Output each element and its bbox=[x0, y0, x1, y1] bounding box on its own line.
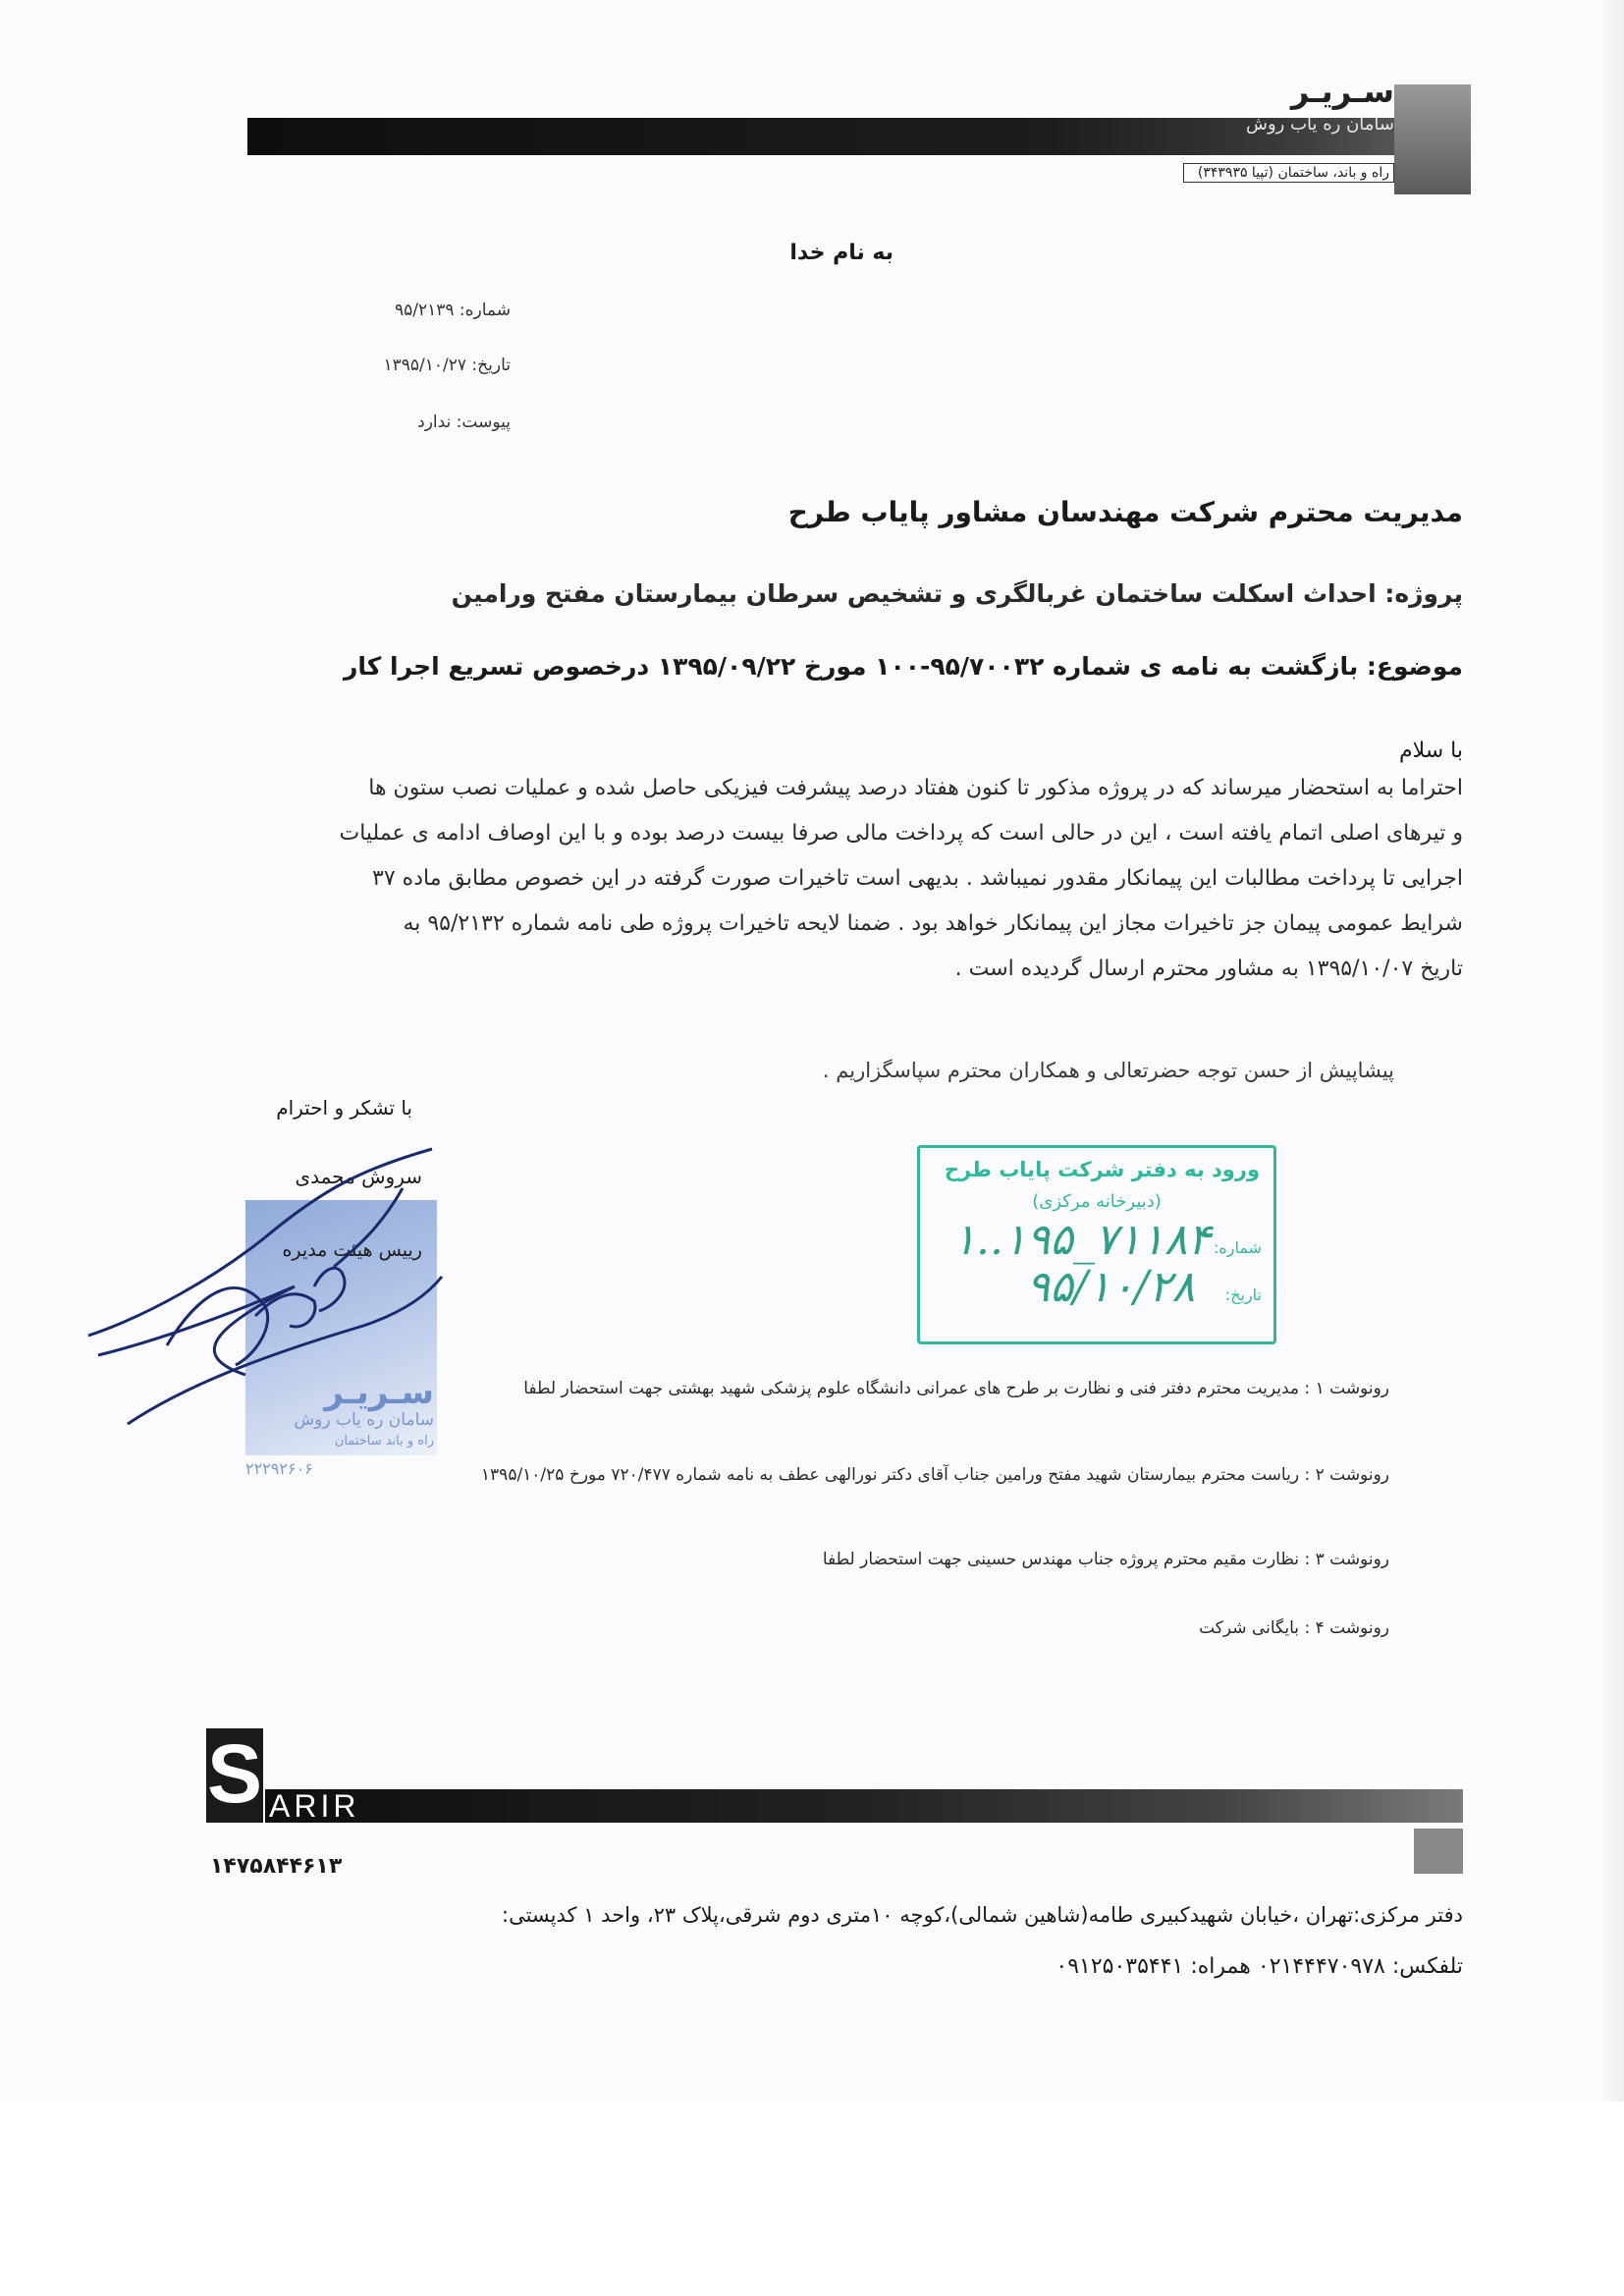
body-line: و تیرهای اصلی اتمام یافته است ، این در حالی است که پرداخت مالی صرفا بیست درصد بوده و با این اوصاف ادامه ی عملیات bbox=[339, 821, 1463, 846]
footer-brand: ARIR bbox=[269, 1788, 360, 1824]
page-bottom-margin bbox=[0, 2102, 1624, 2296]
greeting: با سلام bbox=[1398, 738, 1463, 763]
stamp-title: ورود به دفتر شرکت پایاب طرح bbox=[944, 1158, 1260, 1181]
stamp-number: ۱..۱۹۵_۷۱۱۸۴ bbox=[952, 1215, 1211, 1265]
seal-phone-overlay: ۲۲۲۹۲۶۰۶ bbox=[245, 1459, 313, 1478]
footer-phone: تلفکس: ۰۲۱۴۴۴۷۰۹۷۸ همراه: ۰۹۱۲۵۰۳۵۴۴۱ bbox=[1056, 1954, 1463, 1979]
signer-title: رییس هیئت مدیره bbox=[282, 1239, 422, 1261]
cc-line-2: رونوشت ۲ : ریاست محترم بیمارستان شهید مفتح ورامین جناب آقای دکتر نورالهی عطف به نامه شماره ۷۲۰/۴۷۷ مورخ ۱۳۹۵/۱۰/۲۵ bbox=[480, 1465, 1389, 1485]
footer-logo-letter: S bbox=[206, 1727, 263, 1820]
letter-date: تاریخ: ۱۳۹۵/۱۰/۲۷ bbox=[383, 355, 511, 375]
handwritten-signature bbox=[69, 1129, 461, 1453]
body-line: اجرایی تا پرداخت مطالبات این پیمانکار مقدور نمیباشد . بدیهی است تاخیرات صورت گرفته در این خصوص مطابق ماده ۳۷ bbox=[372, 866, 1463, 891]
company-seal-subtitle: سامان ره یاب روش bbox=[294, 1410, 434, 1430]
header-logo-line: راه و باند، ساختمان (تپیا ۳۴۳۹۳۵) bbox=[1183, 163, 1394, 183]
cc-line-3: رونوشت ۳ : نظارت مقیم محترم پروژه جناب مهندس حسینی جهت استحضار لطفا bbox=[822, 1550, 1389, 1569]
signer-name: سروش محمدی bbox=[295, 1165, 422, 1188]
subject-line: موضوع: بازگشت به نامه ی شماره ۹۵/۷۰۰۳۲-۱۰۰ مورخ ۱۳۹۵/۰۹/۲۲ درخصوص تسریع اجرا کار bbox=[344, 652, 1463, 681]
company-seal-line: راه و باند ساختمان bbox=[334, 1434, 434, 1449]
header-corner-block bbox=[1394, 84, 1471, 194]
footer-address: دفتر مرکزی:تهران ،خیابان شهیدکبیری طامه(شاهین شمالی)،کوچه ۱۰متری دوم شرقی،پلاک ۲۳، واحد ۱ کدپستی: bbox=[502, 1903, 1463, 1927]
letter-number: شماره: ۹۵/۲۱۳۹ bbox=[394, 301, 511, 320]
footer-postal-code: ۱۴۷۵۸۴۴۶۱۳ bbox=[210, 1854, 343, 1879]
cc-line-4: رونوشت ۴ : بایگانی شرکت bbox=[1199, 1618, 1389, 1638]
company-seal-title: سـریـر bbox=[324, 1373, 434, 1412]
body-line: احتراما به استحضار میرساند که در پروژه مذکور تا کنون هفتاد درصد پیشرفت فیزیکی حاصل شده و عملیات نصب ستون ها bbox=[368, 776, 1463, 800]
letter-body bbox=[257, 766, 1463, 992]
cc-line-1: رونوشت ۱ : مدیریت محترم دفتر فنی و نظارت بر طرح های عمرانی دانشگاه علوم پزشکی شهید بهشتی جهت استحضار لطفا bbox=[523, 1379, 1389, 1398]
closing-line: پیشاپیش از حسن توجه حضرتعالی و همکاران محترم سپاسگزاریم . bbox=[822, 1059, 1394, 1082]
header-logo-text: سـریـر bbox=[1290, 73, 1394, 110]
project-line: پروژه: احداث اسکلت ساختمان غربالگری و تشخیص سرطان بیمارستان مفتح ورامین bbox=[451, 579, 1463, 608]
addressee: مدیریت محترم شرکت مهندسان مشاور پایاب طرح bbox=[787, 496, 1463, 528]
header-logo-subtitle: سامان ره یاب روش bbox=[1246, 114, 1394, 135]
stamp-subtitle: (دبیرخانه مرکزی) bbox=[1032, 1191, 1162, 1212]
stamp-date: ۹۵/۱۰/۲۸ bbox=[1026, 1262, 1195, 1312]
body-line: تاریخ ۱۳۹۵/۱۰/۰۷ به مشاور محترم ارسال گردیده است . bbox=[954, 957, 1463, 981]
regards-text: با تشکر و احترام bbox=[276, 1096, 412, 1120]
footer-bar bbox=[265, 1789, 1463, 1823]
reception-stamp bbox=[917, 1145, 1276, 1344]
body-line: شرایط عمومی پیمان جز تاخیرات مجاز این پیمانکار خواهد بود . ضمنا لایحه تاخیرات پروژه طی نامه شماره ۹۵/۲۱۳۲ به bbox=[403, 911, 1463, 936]
scan-shadow bbox=[1600, 0, 1624, 2102]
letter-attachment: پیوست: ندارد bbox=[417, 412, 511, 432]
stamp-number-label: شماره: bbox=[1213, 1238, 1262, 1257]
bismillah: به نام خدا bbox=[789, 241, 893, 265]
stamp-date-label: تاریخ: bbox=[1224, 1285, 1262, 1304]
